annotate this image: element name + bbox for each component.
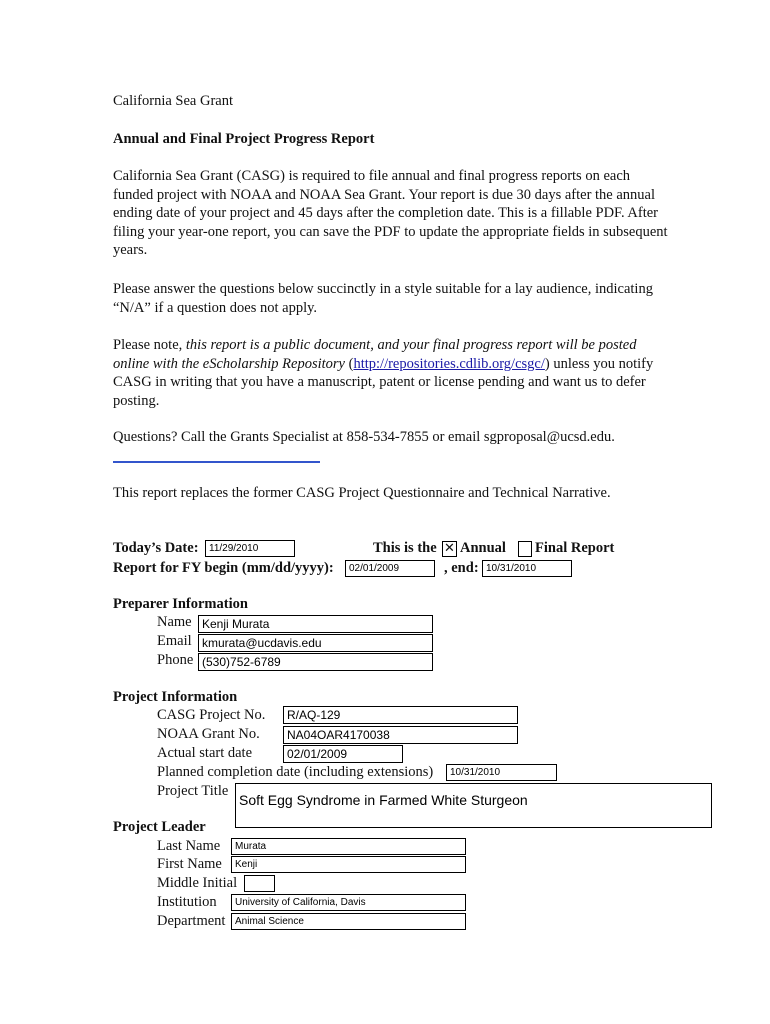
department-label: Department (157, 913, 226, 929)
note-tail: unless you notify CASG in writing that you have a manuscript, patent or license pending and want us to defer posting. (113, 355, 654, 409)
middle-initial-label: Middle Initial (157, 875, 238, 891)
noaa-no-label: NOAA Grant No. (157, 726, 260, 742)
note-paragraph (113, 336, 673, 410)
intro-paragraph: California Sea Grant (CASG) is required to file annual and final progress reports on each funded project with NOAA and NOAA Sea Grant. Your report is due 30 days after the annual ending date of your project and 45 days after the completion date. This is a fillable PDF. After filing your year-one report, you can save the PDF to update the appropriate fields in subsequent years. (113, 168, 668, 259)
annual-checkbox[interactable]: ✕ (442, 541, 457, 557)
preparer-phone-field[interactable]: (530)752-6789 (198, 653, 433, 671)
this-is-the-label: This is the (373, 540, 437, 556)
annual-label: Annual (460, 540, 506, 556)
fy-end-field[interactable]: 10/31/2010 (482, 560, 572, 577)
last-name-label: Last Name (157, 838, 221, 854)
final-checkbox[interactable] (518, 541, 532, 557)
start-date-field[interactable]: 02/01/2009 (283, 745, 403, 763)
final-label: Final Report (535, 540, 615, 556)
institution-field[interactable]: University of California, Davis (231, 894, 466, 911)
first-name-field[interactable]: Kenji (231, 856, 466, 873)
completion-label: Planned completion date (including extensions) (157, 764, 434, 780)
preparer-phone-label: Phone (157, 652, 194, 668)
org-name: California Sea Grant (113, 93, 233, 109)
preparer-name-field[interactable]: Kenji Murata (198, 615, 433, 633)
institution-label: Institution (157, 894, 217, 910)
report-title: Annual and Final Project Progress Report (113, 131, 375, 147)
note-link-open: ( (344, 355, 354, 372)
noaa-no-field[interactable]: NA04OAR4170038 (283, 726, 518, 744)
fy-begin-field[interactable]: 02/01/2009 (345, 560, 435, 577)
note-italic: this report is a public document, and your final progress report will be posted online with the eScholarship Repository (113, 337, 637, 372)
preparer-name-label: Name (157, 614, 192, 630)
replaces-line: This report replaces the former CASG Project Questionnaire and Technical Narrative. (113, 485, 611, 501)
project-heading: Project Information (113, 689, 238, 705)
instructions-paragraph: Please answer the questions below succinctly in a style suitable for a lay audience, indicating “N/A” if a question does not apply. (113, 281, 653, 316)
project-title-label: Project Title (157, 783, 229, 799)
completion-field[interactable]: 10/31/2010 (446, 764, 557, 781)
escholarship-link[interactable]: http://repositories.cdlib.org/csgc/ (353, 355, 545, 372)
fy-begin-label: Report for FY begin (mm/dd/yyyy): (113, 560, 334, 576)
questions-line: Questions? Call the Grants Specialist at 858-534-7855 or email sgproposal@ucsd.edu. (113, 429, 615, 445)
preparer-email-field[interactable]: kmurata@ucdavis.edu (198, 634, 433, 652)
start-date-label: Actual start date (157, 745, 253, 761)
leader-heading: Project Leader (113, 819, 206, 835)
casg-no-label: CASG Project No. (157, 707, 266, 723)
first-name-label: First Name (157, 856, 222, 872)
todays-date-field[interactable]: 11/29/2010 (205, 540, 295, 557)
fy-end-label: , end: (444, 560, 479, 576)
last-name-field[interactable]: Murata (231, 838, 466, 855)
middle-initial-field[interactable] (244, 875, 275, 892)
divider (113, 461, 320, 463)
casg-no-field[interactable]: R/AQ-129 (283, 706, 518, 724)
todays-date-label: Today’s Date: (113, 540, 199, 556)
preparer-email-label: Email (157, 633, 192, 649)
preparer-heading: Preparer Information (113, 596, 248, 612)
note-lead: Please note, (113, 337, 183, 353)
department-field[interactable]: Animal Science (231, 913, 466, 930)
project-title-field[interactable]: Soft Egg Syndrome in Farmed White Sturgeon (235, 783, 712, 828)
note-link-close: ) (544, 355, 550, 372)
